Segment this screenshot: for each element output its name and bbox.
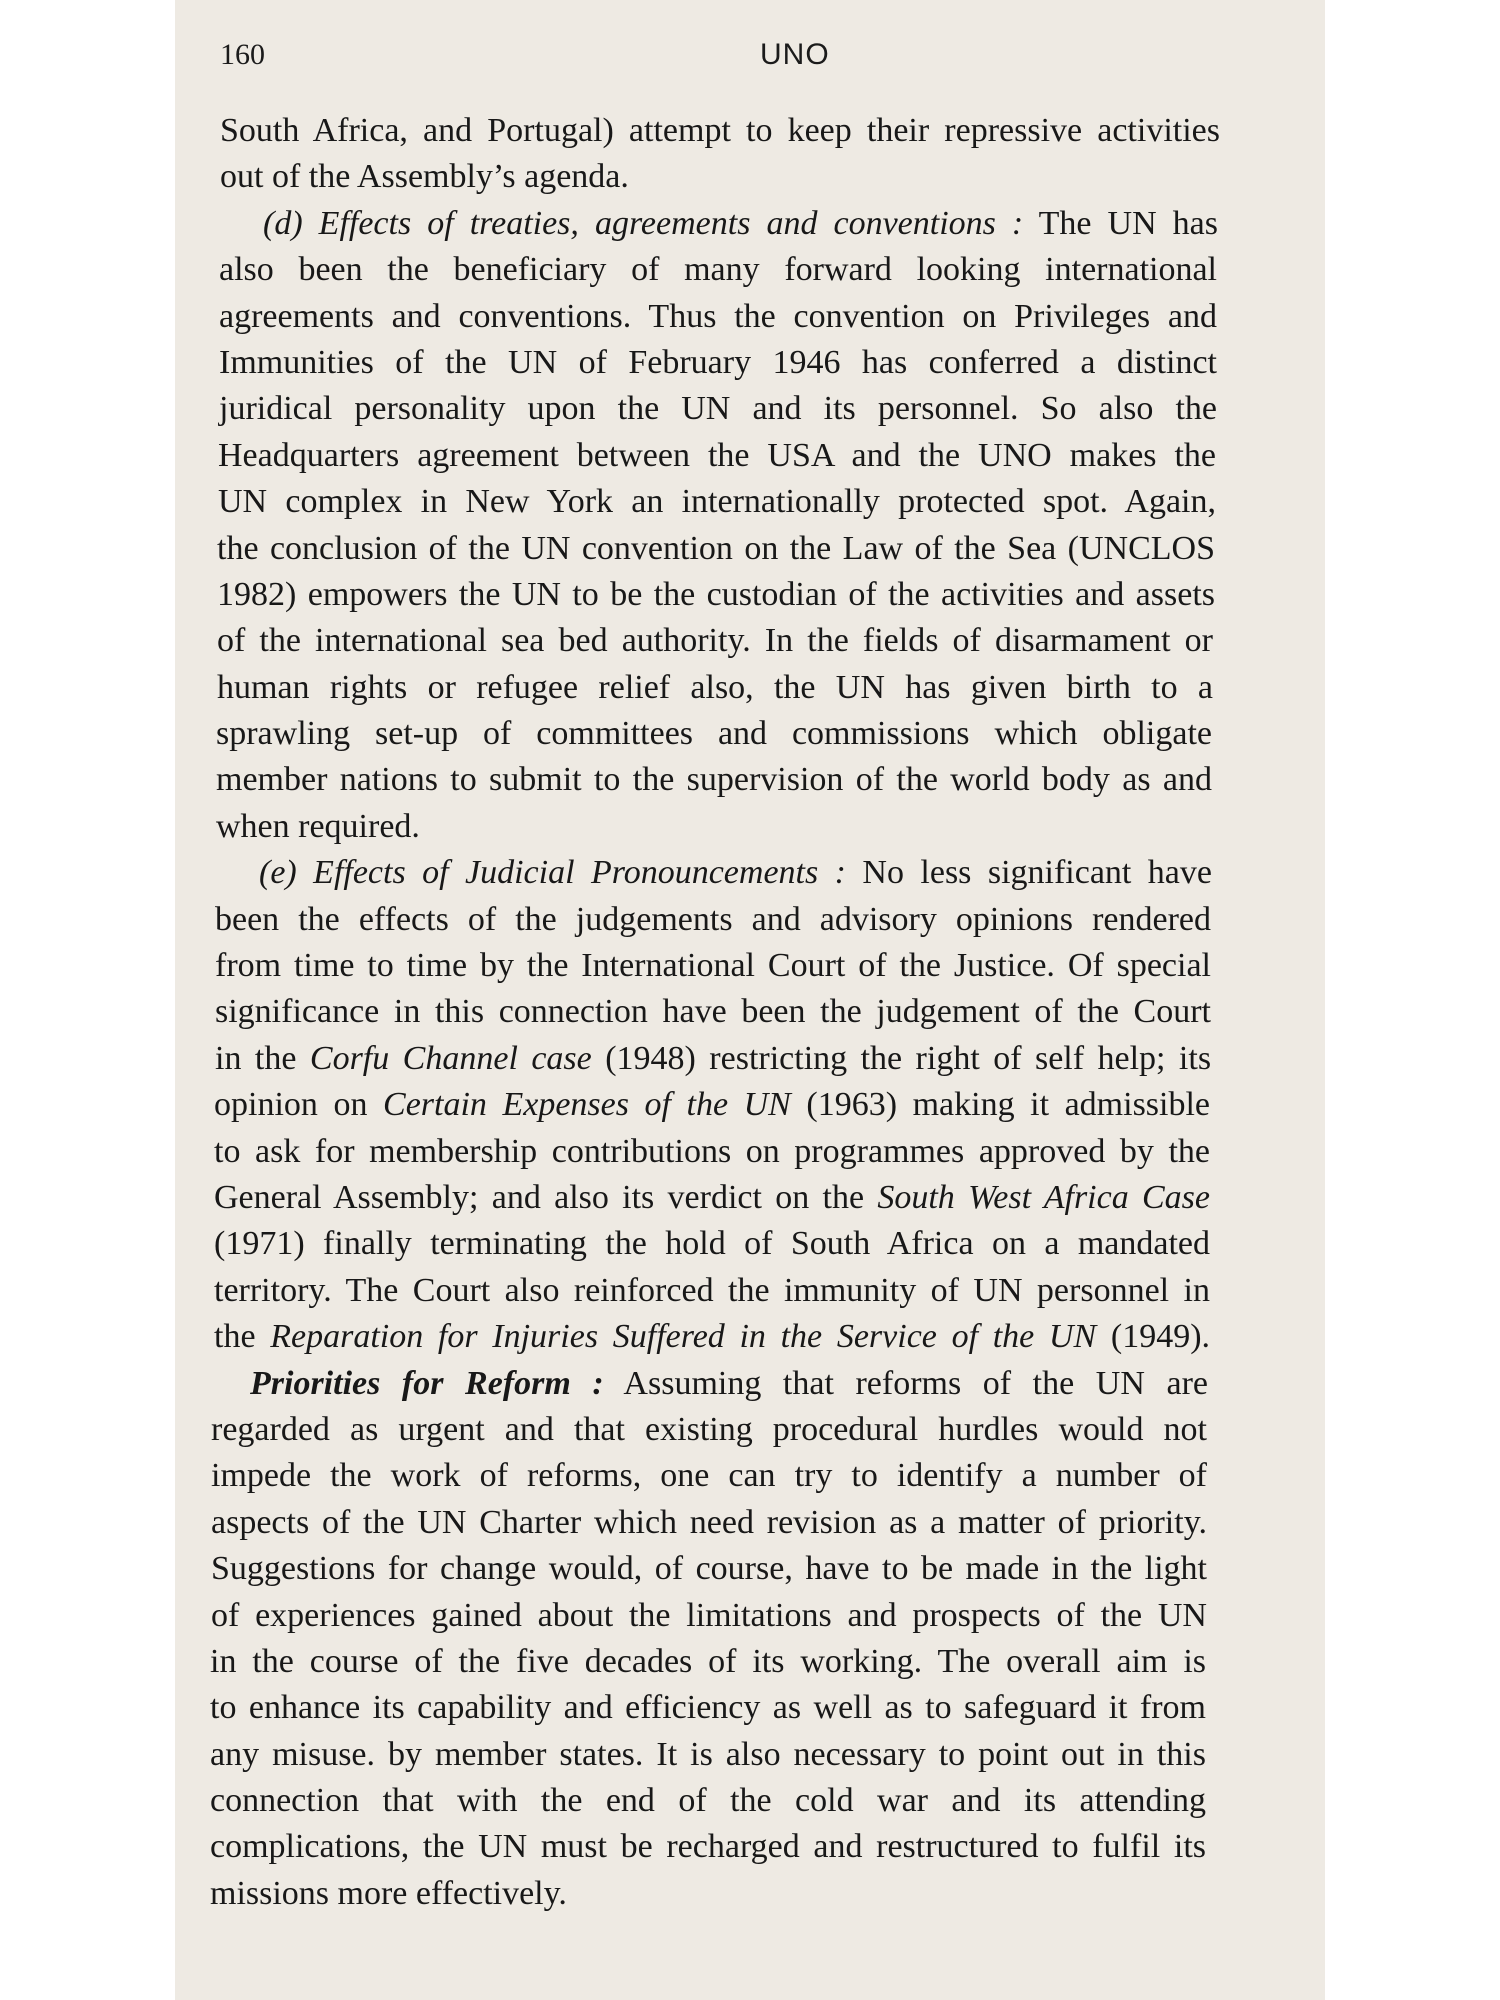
p3-line-1 <box>175 850 1212 896</box>
p3-line-4: significance in this connection have been the judgement of the Court <box>215 993 1211 1031</box>
p4-line-8: to enhance its capability and efficiency as well as to safeguard it from <box>210 1689 1206 1727</box>
page-number: 160 <box>220 38 265 71</box>
p2-line-6: Headquarters agreement between the USA and the UNO makes the <box>218 436 1216 474</box>
p2-line-13: member nations to submit to the supervision of the world body as and <box>216 761 1212 799</box>
p3-line-2: been the effects of the judgements and advisory opinions rendered <box>215 900 1211 938</box>
p3-line-8 <box>175 1175 1210 1221</box>
p2-line-14: when required. <box>216 807 420 845</box>
p4-line-11: complications, the UN must be recharged and restructured to fulfil its <box>210 1828 1206 1866</box>
p3-line-11-a: the <box>214 1318 256 1356</box>
p1-line-2: out of the Assembly’s agenda. <box>220 158 629 196</box>
p2-line-1-rest: The UN has <box>1038 204 1219 242</box>
p2-line-4: Immunities of the UN of February 1946 has conferred a distinct <box>219 343 1217 381</box>
p2-line-10: of the international sea bed authority. In the fields of disarmament or <box>217 622 1213 660</box>
p2-line-2: also been the beneficiary of many forward looking international <box>219 251 1217 289</box>
book-page <box>175 0 1325 2000</box>
case-corfu-channel: Corfu Channel case <box>309 1039 592 1077</box>
p4-line-4: aspects of the UN Charter which need revision as a matter of priority. <box>211 1503 1207 1541</box>
p1-line-1: South Africa, and Portugal) attempt to keep their repressive activities <box>220 112 1220 149</box>
p4-line-3: impede the work of reforms, one can try to identify a number of <box>211 1457 1207 1495</box>
case-south-west-africa: South West Africa Case <box>877 1178 1210 1216</box>
p2-line-12: sprawling set-up of committees and commissions which obligate <box>216 715 1212 753</box>
p4-line-9: any misuse. by member states. It is also necessary to point out in this <box>210 1735 1206 1773</box>
p4-line-5: Suggestions for change would, of course, have to be made in the light <box>211 1550 1207 1588</box>
p3-line-11-b: (1949). <box>1110 1318 1211 1356</box>
p2-line-1 <box>175 201 1218 247</box>
body-text <box>175 108 1325 1917</box>
running-head: UNO <box>760 38 830 71</box>
p4-line-7: in the course of the five decades of its working. The overall aim is <box>210 1642 1206 1680</box>
p3-line-5-b: (1948) restricting the right of self help; its <box>605 1039 1212 1077</box>
p3-line-6-b: (1963) making it admissible <box>806 1086 1211 1124</box>
p3-line-5 <box>175 1036 1211 1082</box>
p3-heading: (e) Effects of Judicial Pronouncements : <box>259 854 846 892</box>
p2-line-7: UN complex in New York an internationally protected spot. Again, <box>218 483 1216 521</box>
p3-line-5-a: in the <box>215 1039 297 1077</box>
p3-line-6-a: opinion on <box>214 1086 368 1124</box>
p4-line-6: of experiences gained about the limitations and prospects of the UN <box>211 1596 1207 1634</box>
p3-line-9: (1971) finally terminating the hold of South Africa on a mandated <box>214 1225 1210 1263</box>
p4-line-1 <box>175 1361 1208 1407</box>
p3-line-10: territory. The Court also reinforced the immunity of UN personnel in <box>214 1271 1210 1309</box>
p3-line-11 <box>175 1314 1210 1360</box>
p4-line-1-rest: Assuming that reforms of the UN are <box>623 1364 1208 1402</box>
p3-line-6 <box>175 1082 1210 1128</box>
page-header <box>220 38 1300 86</box>
p4-line-2: regarded as urgent and that existing procedural hurdles would not <box>211 1410 1207 1448</box>
p2-line-5: juridical personality upon the UN and its personnel. So also the <box>219 390 1217 428</box>
p4-line-10: connection that with the end of the cold war and its attending <box>210 1782 1206 1820</box>
p2-line-11: human rights or refugee relief also, the UN has given birth to a <box>217 668 1213 706</box>
p3-line-7: to ask for membership contributions on programmes approved by the <box>214 1132 1210 1170</box>
case-reparation-for-injuries: Reparation for Injuries Suffered in the Service of the UN <box>270 1318 1097 1356</box>
p4-line-12: missions more effectively. <box>210 1874 567 1912</box>
p3-line-1-rest: No less significant have <box>862 854 1212 892</box>
p2-line-3: agreements and conventions. Thus the convention on Privileges and <box>219 297 1217 335</box>
p3-line-8-a: General Assembly; and also its verdict on the <box>214 1178 865 1216</box>
p2-line-8: the conclusion of the UN convention on the Law of the Sea (UNCLOS <box>217 529 1215 567</box>
case-certain-expenses: Certain Expenses of the UN <box>383 1086 791 1124</box>
p3-line-3: from time to time by the International Court of the Justice. Of special <box>215 947 1211 985</box>
p4-heading: Priorities for Reform : <box>250 1364 604 1402</box>
p2-heading: (d) Effects of treaties, agreements and conventions : <box>263 204 1024 242</box>
p2-line-9: 1982) empowers the UN to be the custodian of the activities and assets <box>217 575 1215 613</box>
